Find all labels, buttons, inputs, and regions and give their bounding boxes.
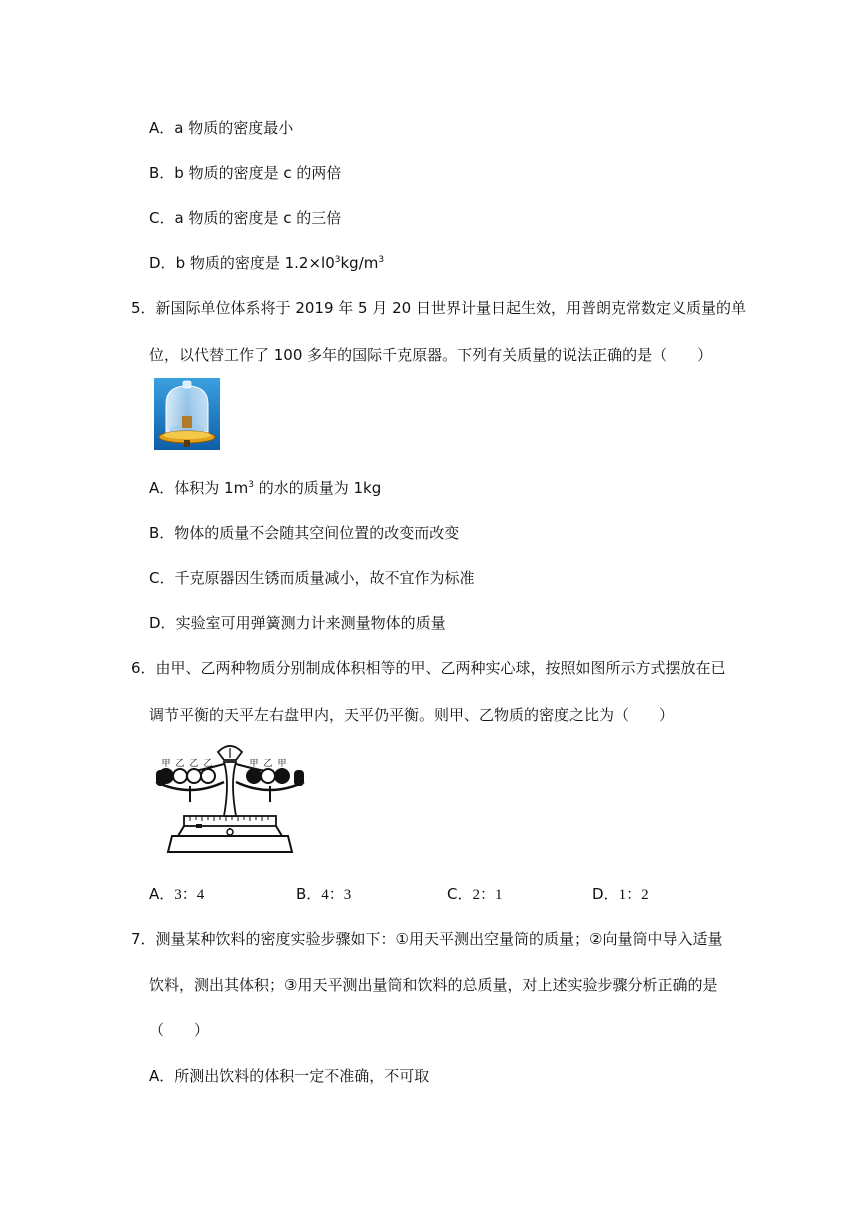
option-text: 2：1 [472, 887, 503, 903]
question-text: 新国际单位体系将于 2019 年 5 月 20 日世界计量日起生效，用普朗克常数定义质量的单 [155, 299, 746, 317]
option-label: A． [149, 1067, 175, 1085]
question-text: （ ） [149, 1021, 210, 1039]
option-label: A． [149, 479, 175, 497]
option-label: B． [296, 885, 322, 903]
ball-label-left-1: 甲 [161, 759, 171, 769]
q4-option-a [149, 118, 293, 138]
kilogram-cylinder [182, 416, 192, 428]
ball-yi [261, 769, 275, 783]
option-text: 1：2 [618, 887, 649, 903]
scale-base [168, 836, 292, 852]
option-label: C． [149, 209, 175, 227]
q4-option-c [149, 208, 341, 228]
option-text: b 物质的密度是 1.2×l0 [175, 254, 335, 272]
q6-option-b [296, 884, 351, 905]
q5-stem-line-1 [131, 298, 746, 318]
option-text: 实验室可用弹簧测力计来测量物体的质量 [175, 614, 446, 632]
ball-yi [173, 769, 187, 783]
q6-option-c [447, 884, 503, 905]
question-text: 饮料，测出其体积；③用天平测出量筒和饮料的总质量，对上述实验步骤分析正确的是 [149, 976, 718, 994]
question-number: 5． [131, 299, 156, 317]
ball-jia [275, 769, 289, 783]
superscript: 3 [378, 255, 385, 265]
jar-knob [183, 381, 191, 388]
scale-pillar [224, 762, 236, 816]
option-text: 4：3 [321, 887, 352, 903]
option-label: D． [592, 885, 619, 903]
option-label: A． [149, 119, 175, 137]
option-text: 物体的质量不会随其空间位置的改变而改变 [174, 524, 460, 542]
q5-stem-line-2 [149, 345, 712, 365]
q7-option-a [149, 1066, 429, 1086]
q5-option-d [149, 613, 446, 633]
ball-label-left-3: 乙 [189, 759, 199, 769]
ball-label-left-4: 乙 [203, 759, 213, 769]
q5-option-b [149, 523, 459, 543]
ball-label-right-1: 甲 [249, 759, 259, 769]
option-text: 体积为 1m [174, 479, 249, 497]
ball-label-right-2: 乙 [263, 759, 273, 769]
option-text: 3：4 [174, 887, 205, 903]
question-number: 7． [131, 930, 156, 948]
ball-yi [201, 769, 215, 783]
option-label: D． [149, 614, 176, 632]
ball-yi [187, 769, 201, 783]
question-number: 6． [131, 659, 156, 677]
option-text-tail: 的水的质量为 1kg [253, 479, 382, 497]
option-text: 所测出饮料的体积一定不准确，不可取 [174, 1067, 430, 1085]
option-unit: kg/m [340, 254, 379, 272]
q6-option-d [592, 884, 649, 905]
ball-jia [159, 769, 173, 783]
q6-stem-line-1 [131, 658, 726, 678]
q6-stem-line-2 [149, 705, 674, 725]
superscript: 3 [248, 480, 254, 490]
ball-label-right-3: 甲 [277, 759, 287, 769]
q7-stem-line-2 [149, 975, 717, 995]
ball-label-left-2: 乙 [175, 759, 185, 769]
q7-stem-line-3 [149, 1020, 209, 1040]
question-text: 调节平衡的天平左右盘甲内，天平仍平衡。则甲、乙物质的密度之比为（ ） [149, 706, 675, 724]
balance-scale-figure [150, 742, 310, 862]
question-text: 由甲、乙两种物质分别制成体积相等的甲、乙两种实心球，按照如图所示方式摆放在已 [155, 659, 726, 677]
q4-option-b [149, 163, 341, 183]
option-label: B． [149, 524, 175, 542]
q6-option-a [149, 884, 204, 905]
option-text: b 物质的密度是 c 的两倍 [174, 164, 342, 182]
question-text: 测量某种饮料的密度实验步骤如下：①用天平测出空量筒的质量；②向量筒中导入适量 [155, 930, 723, 948]
option-label: C． [447, 885, 473, 903]
option-label: D． [149, 254, 176, 272]
option-text: a 物质的密度是 c 的三倍 [174, 209, 342, 227]
q5-option-a [149, 478, 381, 498]
question-text: 位，以代替工作了 100 多年的国际千克原器。下列有关质量的说法正确的是（ ） [149, 346, 713, 364]
q4-option-d [149, 253, 384, 273]
ball-jia [247, 769, 261, 783]
option-label: A． [149, 885, 175, 903]
superscript: 3 [334, 255, 341, 265]
option-label: B． [149, 164, 175, 182]
q7-stem-line-1 [131, 929, 722, 949]
q5-option-c [149, 568, 475, 588]
option-text: 千克原器因生锈而质量减小，故不宜作为标准 [174, 569, 475, 587]
option-text: a 物质的密度最小 [174, 119, 294, 137]
option-label: C． [149, 569, 175, 587]
kilogram-prototype-figure [154, 378, 220, 450]
